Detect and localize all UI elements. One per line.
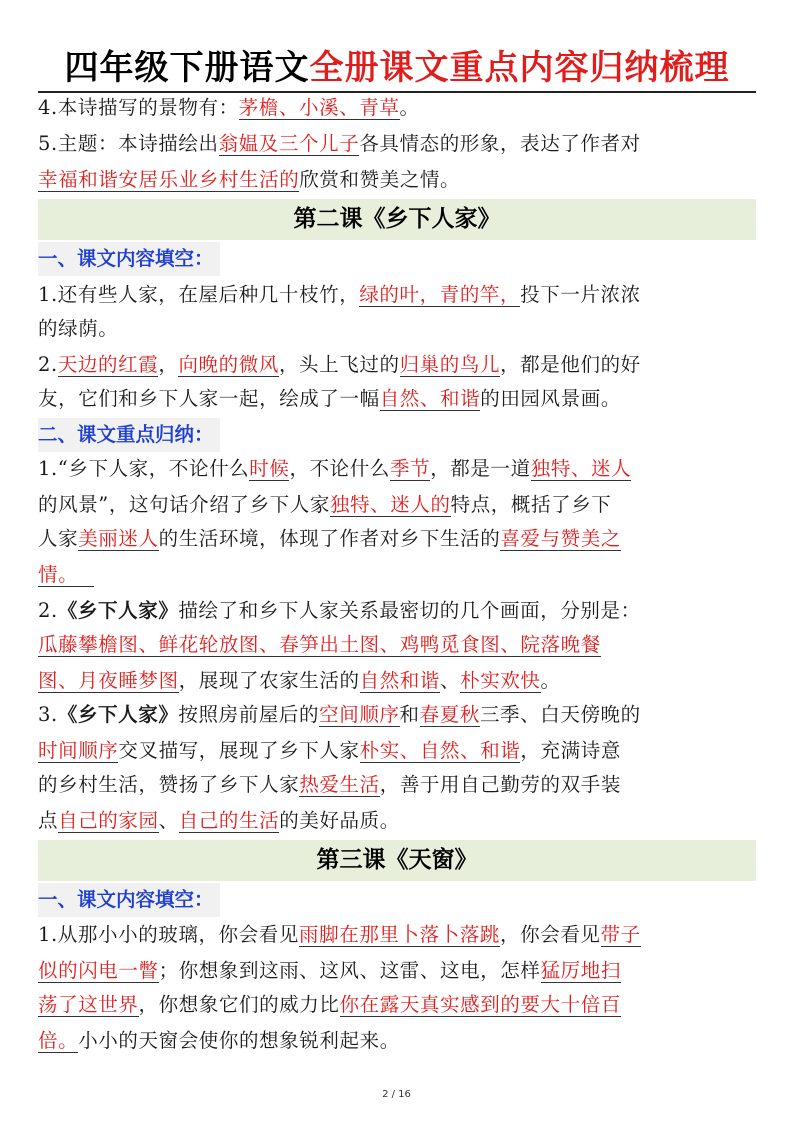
text: 3. <box>38 703 58 726</box>
lesson2-key-heading: 二、课文重点归纳： <box>38 418 220 452</box>
answer: 翁媪及三个儿子 <box>218 132 360 155</box>
lesson2-key-2c <box>38 664 756 698</box>
lesson3-heading: 第三课《天窗》 <box>38 840 756 881</box>
text: 人家 <box>38 527 79 550</box>
lesson-title: 《乡下人家》 <box>57 599 179 622</box>
text: 2. <box>38 599 58 622</box>
lesson3-fill-1b <box>38 954 756 988</box>
answer: 自然、和谐 <box>379 387 481 410</box>
lesson2-key-3c <box>38 768 756 802</box>
text: ，不论什么 <box>289 457 390 480</box>
text: 、 <box>158 809 179 832</box>
answer: 空间顺序 <box>319 703 400 726</box>
text: 和 <box>399 703 420 726</box>
text: ，都是他们的好 <box>500 353 641 376</box>
lesson2-fill-1b <box>38 312 756 346</box>
answer: 独特、迷人 <box>530 457 632 480</box>
lesson3-fill-1 <box>38 918 756 952</box>
text: 2. <box>38 353 58 376</box>
text: 欣赏和赞美之情。 <box>299 168 461 191</box>
lesson2-fill-heading: 一、课文内容填空： <box>38 242 220 276</box>
answer: 自己的生活 <box>178 809 280 832</box>
text: 各具情态的形象，表达了作者对 <box>359 132 641 155</box>
lesson2-key-3b <box>38 734 756 768</box>
text: 。 <box>399 96 420 119</box>
answer: 茅檐、小溪、青草 <box>238 96 400 119</box>
answer: 朴实、自然、和谐 <box>359 739 521 762</box>
lesson2-key-2 <box>38 594 756 628</box>
answer: 图、月夜睡梦图 <box>38 669 179 692</box>
title-red-part: 全册课文重点内容归纳梳理 <box>309 48 730 88</box>
answer: 倍。 <box>38 1029 79 1052</box>
answer: 绿的叶，青的竿， <box>359 283 521 306</box>
text: 的美好品质。 <box>279 809 400 832</box>
text: 小小的天窗会使你的想象锐利起来。 <box>78 1029 400 1052</box>
answer: 美丽迷人 <box>78 527 159 550</box>
text: 1.“乡下人家，不论什么 <box>38 457 250 480</box>
text: 的乡村生活，赞扬了乡下人家 <box>38 773 300 796</box>
text: 点 <box>38 809 59 832</box>
lesson2-key-2b <box>38 628 756 662</box>
text: ，都是一道 <box>430 457 531 480</box>
text: 的生活环境，体现了作者对乡下生活的 <box>158 527 501 550</box>
text: 按照房前屋后的 <box>178 703 320 726</box>
answer: 猛厉地扫 <box>540 959 621 982</box>
text: 的绿荫。 <box>38 317 119 340</box>
text: 、 <box>440 669 461 692</box>
lesson-title: 《乡下人家》 <box>57 703 179 726</box>
text: 1.还有些人家，在屋后种几十枝竹， <box>38 283 360 306</box>
lesson2-key-1 <box>38 452 756 486</box>
lesson2-fill-1 <box>38 278 756 312</box>
text: 三季、白天傍晚的 <box>479 703 641 726</box>
answer: 雨脚在那里卜落卜落跳 <box>299 923 501 946</box>
answer: 时间顺序 <box>38 739 119 762</box>
text: 。 <box>540 669 561 692</box>
answer: 自然和谐 <box>359 669 441 692</box>
answer: 似的闪电一瞥 <box>38 959 159 982</box>
answer: 春夏秋 <box>419 703 480 726</box>
lesson2-key-1c <box>38 522 756 556</box>
answer: 喜爱与赞美之 <box>500 527 621 550</box>
lesson2-key-3d <box>38 804 756 838</box>
answer: 带子 <box>600 923 641 946</box>
answer: 时候 <box>249 457 290 480</box>
answer: 幸福和谐安居乐业乡村生活的 <box>38 168 300 191</box>
answer: 天边的红霞 <box>57 353 159 376</box>
text: ；你想象到这雨、这风、这雷、这电，怎样 <box>158 959 541 982</box>
intro-line-5 <box>38 127 756 161</box>
text: 特点，概括了乡下 <box>450 493 612 516</box>
answer: 向晚的微风 <box>178 353 279 376</box>
text: 1.从那小小的玻璃，你会看见 <box>38 923 300 946</box>
text: ，展现了农家生活的 <box>178 669 360 692</box>
answer: 热爱生活 <box>299 773 380 796</box>
lesson2-key-1d <box>38 558 756 592</box>
answer: 情。 <box>38 563 94 587</box>
lesson2-heading: 第二课《乡下人家》 <box>38 199 756 240</box>
text: 的田园风景画。 <box>480 387 621 410</box>
text: 友，它们和乡下人家一起，绘成了一幅 <box>38 387 380 410</box>
title-black-part: 四年级下册语文 <box>64 48 310 88</box>
answer: 瓜藤攀檐图、鲜花轮放图、春笋出土图、鸡鸭觅食图、院落晚餐 <box>38 633 601 656</box>
answer: 归巢的鸟儿 <box>399 353 501 376</box>
text: 的风景”，这句话介绍了乡下人家 <box>38 493 330 516</box>
lesson2-fill-2 <box>38 348 756 382</box>
answer: 荡了这世界 <box>38 993 139 1016</box>
text: 交叉描写，展现了乡下人家 <box>118 739 360 762</box>
text: 4.本诗描写的景物有： <box>38 96 239 119</box>
text: ，善于用自己勤劳的双手装 <box>379 773 621 796</box>
text: ，充满诗意 <box>520 739 621 762</box>
text: ，你会看见 <box>500 923 601 946</box>
lesson3-fill-1c <box>38 988 756 1022</box>
lesson3-fill-heading: 一、课文内容填空： <box>38 883 220 917</box>
text: 描绘了和乡下人家关系最密切的几个画面，分别是： <box>178 599 641 622</box>
answer: 朴实欢快 <box>460 669 541 692</box>
answer: 季节 <box>390 457 431 480</box>
lesson3-fill-1d <box>38 1024 756 1058</box>
text: 投下一片浓浓 <box>520 283 641 306</box>
document-title <box>38 42 756 94</box>
text: ， <box>158 353 179 376</box>
text: ，你想象它们的威力比 <box>138 993 340 1016</box>
page-number: 2 / 16 <box>382 1089 411 1100</box>
text: 5.主题：本诗描绘出 <box>38 132 219 155</box>
lesson2-key-1b <box>38 488 756 522</box>
answer: 独特、迷人的 <box>329 493 451 516</box>
text: ，头上飞过的 <box>278 353 400 376</box>
lesson2-fill-2b <box>38 382 756 416</box>
intro-line-4 <box>38 91 756 125</box>
lesson2-key-3 <box>38 698 756 732</box>
answer: 自己的家园 <box>58 809 159 832</box>
answer: 你在露天真实感到的要大十倍百 <box>339 993 621 1016</box>
intro-line-5b <box>38 163 756 197</box>
